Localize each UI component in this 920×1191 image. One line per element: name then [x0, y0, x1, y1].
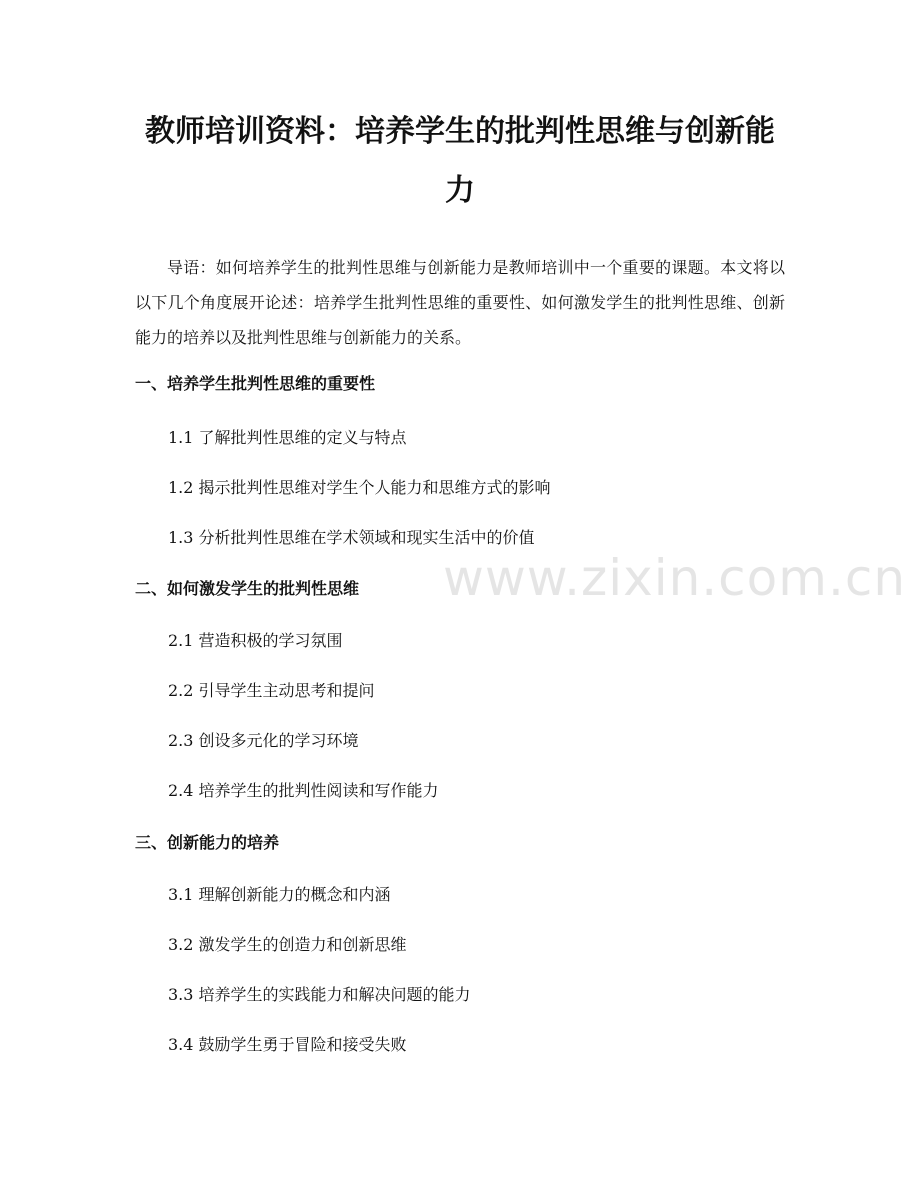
section-heading-1: 一、培养学生批判性思维的重要性 [135, 374, 376, 393]
list-item: 3.2 激发学生的创造力和创新思维 [168, 935, 407, 954]
list-item: 3.4 鼓励学生勇于冒险和接受失败 [168, 1035, 407, 1054]
list-item: 1.1 了解批判性思维的定义与特点 [168, 428, 407, 447]
section-heading-3: 三、创新能力的培养 [135, 833, 280, 852]
intro-paragraph: 导语：如何培养学生的批判性思维与创新能力是教师培训中一个重要的课题。本文将以以下几个角度展开论述：培养学生批判性思维的重要性、如何激发学生的批判性思维、创新能力的培养以及批判性思维与创新能力的关系。 [135, 258, 785, 347]
watermark: www.zixin.com.cn [443, 549, 907, 607]
list-item: 2.4 培养学生的批判性阅读和写作能力 [168, 781, 439, 800]
list-item: 1.2 揭示批判性思维对学生个人能力和思维方式的影响 [168, 478, 551, 497]
list-item: 1.3 分析批判性思维在学术领域和现实生活中的价值 [168, 528, 535, 547]
document-title: 教师培训资料：培养学生的批判性思维与创新能力 [145, 114, 775, 208]
list-item: 3.1 理解创新能力的概念和内涵 [168, 885, 391, 904]
list-item: 2.2 引导学生主动思考和提问 [168, 681, 375, 700]
section-heading-2: 二、如何激发学生的批判性思维 [135, 579, 360, 598]
list-item: 3.3 培养学生的实践能力和解决问题的能力 [168, 985, 471, 1004]
list-item: 2.3 创设多元化的学习环境 [168, 731, 359, 750]
list-item: 2.1 营造积极的学习氛围 [168, 631, 343, 650]
